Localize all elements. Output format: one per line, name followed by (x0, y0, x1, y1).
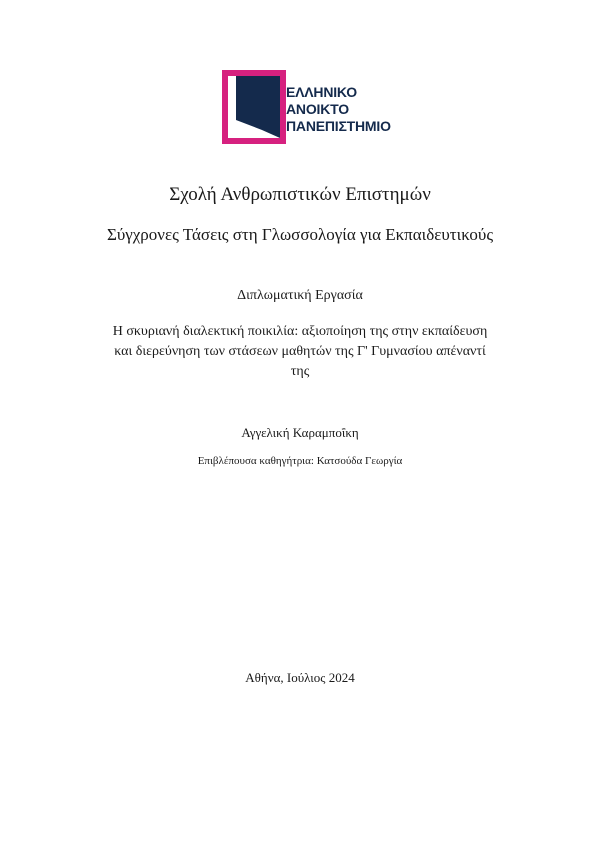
thesis-title-line-2: και διερεύνηση των στάσεων μαθητών της Γ' Γυμνασίου απέναντί (114, 344, 486, 359)
logo-wordmark (286, 84, 391, 135)
university-logo (222, 70, 412, 144)
supervisor-line: Επιβλέπουσα καθηγήτρια: Κατσούδα Γεωργία (197, 455, 403, 467)
thesis-type: Διπλωματική Εργασία (237, 288, 363, 303)
thesis-title-line-3: της (290, 364, 310, 379)
author-name: Αγγελική Καραμποΐκη (241, 425, 359, 440)
logo-line-2: ΑΝΟΙΚΤΟ (286, 101, 349, 117)
logo-line-3: ΠΑΝΕΠΙΣΤΗΜΙΟ (286, 118, 391, 134)
program-name: Σύγχρονες Τάσεις στη Γλωσσολογία για Εκπαιδευτικούς (106, 225, 494, 244)
thesis-title (80, 322, 520, 382)
book-emblem-icon (222, 70, 286, 144)
place-and-date: Αθήνα, Ιούλιος 2024 (245, 670, 355, 685)
logo-line-1: ΕΛΛΗΝΙΚΟ (286, 84, 357, 100)
thesis-title-line-1: Η σκυριανή διαλεκτική ποικιλία: αξιοποίηση της στην εκπαίδευση (112, 324, 488, 339)
school-name: Σχολή Ανθρωπιστικών Επιστημών (169, 184, 431, 205)
